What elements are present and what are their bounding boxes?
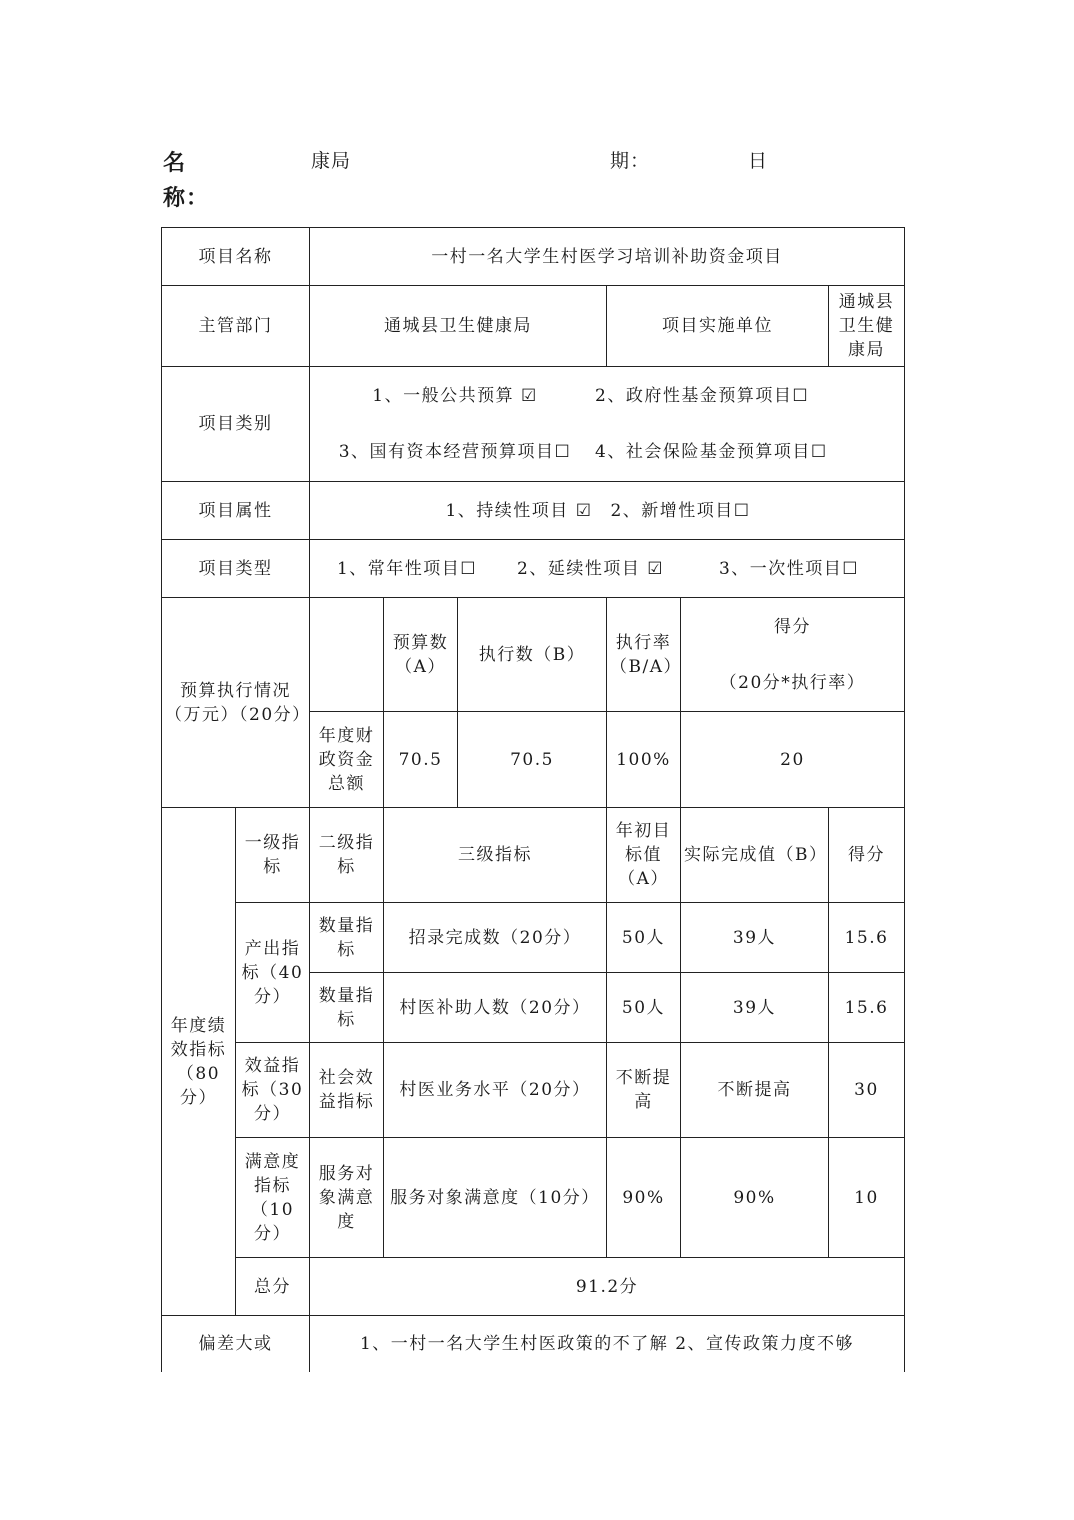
level1-output: 产出指标（40分） bbox=[236, 903, 310, 1043]
budget-row-label: 年度财政资金总额 bbox=[310, 712, 384, 808]
col-perf-score: 得分 bbox=[829, 808, 905, 903]
deviation-label: 偏差大或 bbox=[162, 1316, 310, 1372]
col-score-line2: （20分*执行率） bbox=[719, 672, 866, 693]
score-cell: 30 bbox=[829, 1043, 905, 1138]
performance-label: 年度绩效指标（80分） bbox=[162, 808, 236, 1316]
actual-cell: 39人 bbox=[681, 903, 829, 973]
impl-unit-label: 项目实施单位 bbox=[607, 286, 829, 367]
name-label-line1: 名 bbox=[163, 150, 187, 176]
budget-corner-cell bbox=[310, 598, 384, 712]
attribute-options bbox=[310, 482, 905, 540]
col-actual: 实际完成值（B） bbox=[681, 808, 829, 903]
dept-value: 通城县卫生健康局 bbox=[310, 286, 607, 367]
target-cell: 50人 bbox=[607, 903, 681, 973]
col-budget: 预算数（A） bbox=[384, 598, 458, 712]
level3-cell: 村医业务水平（20分） bbox=[384, 1043, 607, 1138]
name-value: 康局 bbox=[311, 150, 352, 172]
score-cell: 10 bbox=[829, 1138, 905, 1258]
col-score-line1: 得分 bbox=[774, 616, 811, 637]
date-value: 日 bbox=[748, 150, 769, 172]
category-option: 4、社会保险基金预算项目☐ bbox=[595, 442, 828, 462]
col-level1: 一级指标 bbox=[236, 808, 310, 903]
col-level2: 二级指标 bbox=[310, 808, 384, 903]
actual-cell: 不断提高 bbox=[681, 1043, 829, 1138]
budget-score-value: 20 bbox=[681, 712, 905, 808]
level2-cell: 社会效益指标 bbox=[310, 1043, 384, 1138]
col-target: 年初目标值（A） bbox=[607, 808, 681, 903]
category-option: 2、政府性基金预算项目☐ bbox=[595, 386, 810, 406]
budget-value: 70.5 bbox=[384, 712, 458, 808]
target-cell: 不断提高 bbox=[607, 1043, 681, 1138]
actual-cell: 90% bbox=[681, 1138, 829, 1258]
date-label: 期： bbox=[610, 150, 651, 172]
exec-value: 70.5 bbox=[458, 712, 607, 808]
category-label: 项目类别 bbox=[162, 367, 310, 482]
category-option: 3、国有资本经营预算项目☐ bbox=[338, 442, 572, 462]
deviation-value: 1、一村一名大学生村医政策的不了解 2、宣传政策力度不够 bbox=[310, 1316, 905, 1372]
level1-benefit: 效益指标（30分） bbox=[236, 1043, 310, 1138]
target-cell: 50人 bbox=[607, 973, 681, 1043]
level1-satisfaction: 满意度指标（10分） bbox=[236, 1138, 310, 1258]
level3-cell: 招录完成数（20分） bbox=[384, 903, 607, 973]
level2-cell: 服务对象满意度 bbox=[310, 1138, 384, 1258]
type-options bbox=[310, 540, 905, 598]
level3-cell: 村医补助人数（20分） bbox=[384, 973, 607, 1043]
score-cell: 15.6 bbox=[829, 973, 905, 1043]
budget-label: 预算执行情况（万元）（20分） bbox=[162, 598, 310, 808]
attribute-option: 2、新增性项目☐ bbox=[610, 500, 751, 521]
category-options bbox=[310, 367, 905, 482]
attribute-label: 项目属性 bbox=[162, 482, 310, 540]
score-cell: 15.6 bbox=[829, 903, 905, 973]
col-exec: 执行数（B） bbox=[458, 598, 607, 712]
actual-cell: 39人 bbox=[681, 973, 829, 1043]
target-cell: 90% bbox=[607, 1138, 681, 1258]
attribute-option: 1、持续性项目 ☑ bbox=[445, 500, 593, 521]
level2-cell: 数量指标 bbox=[310, 973, 384, 1043]
category-option: 1、一般公共预算 ☑ bbox=[372, 386, 538, 406]
col-score bbox=[681, 598, 905, 712]
total-value: 91.2分 bbox=[310, 1258, 905, 1316]
type-option: 1、常年性项目☐ bbox=[336, 558, 478, 579]
type-option: 2、延续性项目 ☑ bbox=[517, 558, 664, 579]
project-name-value: 一村一名大学生村医学习培训补助资金项目 bbox=[310, 228, 905, 286]
col-level3: 三级指标 bbox=[384, 808, 607, 903]
total-label: 总分 bbox=[236, 1258, 310, 1316]
type-label: 项目类型 bbox=[162, 540, 310, 598]
col-rate: 执行率（B/A） bbox=[607, 598, 681, 712]
level2-cell: 数量指标 bbox=[310, 903, 384, 973]
name-label-line2: 称： bbox=[163, 185, 210, 211]
impl-unit-value: 通城县卫生健康局 bbox=[829, 286, 905, 367]
evaluation-table bbox=[161, 227, 905, 1372]
dept-label: 主管部门 bbox=[162, 286, 310, 367]
type-option: 3、一次性项目☐ bbox=[718, 558, 860, 579]
level3-cell: 服务对象满意度（10分） bbox=[384, 1138, 607, 1258]
project-name-label: 项目名称 bbox=[162, 228, 310, 286]
rate-value: 100% bbox=[607, 712, 681, 808]
